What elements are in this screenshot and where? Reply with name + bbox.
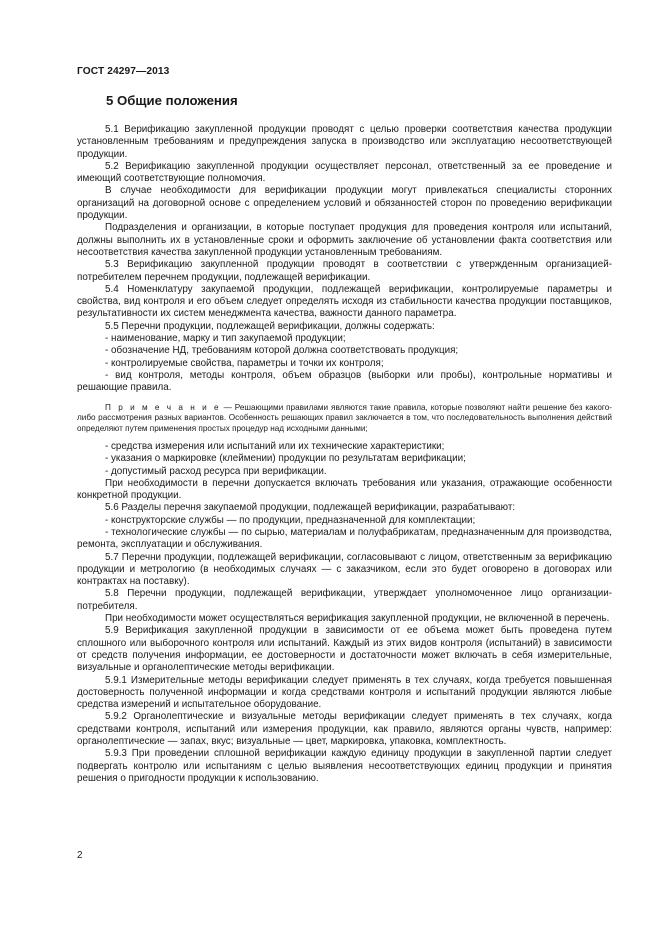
paragraph: Подразделения и организации, в которые поступает продукция для проведения контроля или испытаний, должны выполнить их в установленные сроки и оформить заключение об установлении факта соответствия или несоответствия качества закупленной продукции установленным требованиям. bbox=[77, 222, 612, 258]
list-item: - допустимый расход ресурса при верификации. bbox=[105, 465, 327, 477]
paragraph: При необходимости может осуществляться верификация закупленной продукции, не включенной в перечень. bbox=[105, 613, 610, 625]
note-text: — Решающими правилами являются такие правила, которые позволяют найти решение без какого-либо рассмотрения разных вариантов. Особенность решающих правил заключается в том, что последовательность выполнения действий определяют путем применения простых процедур над исходными данными; bbox=[77, 402, 612, 434]
document-code-header: ГОСТ 24297—2013 bbox=[77, 66, 170, 77]
paragraph-5-2: 5.2 Верификацию закупленной продукции осуществляет персонал, ответственный за ее проведение и имеющий соответствующие полномочия. bbox=[77, 160, 612, 185]
note-block bbox=[77, 403, 612, 435]
list-item: - контролируемые свойства, параметры и точки их контроля; bbox=[105, 357, 384, 369]
list-item: - технологические службы — по сырью, материалам и полуфабрикатам, предназначенным для производства, ремонта, эксплуатации и обслуживания. bbox=[77, 527, 612, 551]
list-item: - наименование, марку и тип закупаемой продукции; bbox=[105, 333, 346, 345]
paragraph-5-9-1: 5.9.1 Измерительные методы верификации следует применять в тех случаях, когда требуется повышенная достоверность полученной информации и когда средствами контроля и испытаний продукции являются любые средства измерений и испытательное оборудование. bbox=[77, 674, 612, 711]
paragraph-5-4: 5.4 Номенклатуру закупаемой продукции, подлежащей верификации, контролируемые параметры и свойства, вид контроля и его объем следует определять исходя из стабильности качества продукции поставщиков, результативности их систем менеджмента качества, важности данного параметра. bbox=[77, 283, 612, 320]
note-label: П р и м е ч а н и е bbox=[105, 402, 221, 412]
paragraph-5-9: 5.9 Верификация закупленной продукции в зависимости от ее объема может быть проведена путем сплошного или выборочного контроля или испытаний. Каждый из этих видов контроля (испытаний) в зависимости от средств получения информации, ее достоверности и достаточности может включать в себя измерительные, визуальные и органолептические методы верификации. bbox=[77, 625, 612, 674]
paragraph: При необходимости в перечни допускается включать требования или указания, отражающие особенности конкретной продукции. bbox=[77, 477, 612, 502]
page-number: 2 bbox=[77, 850, 83, 861]
paragraph-5-1: 5.1 Верификацию закупленной продукции проводят с целью проверки соответствия качества продукции установленным требованиям и предупреждения запуска в производство или эксплуатацию несоответствующей продукции. bbox=[77, 124, 612, 160]
paragraph-5-7: 5.7 Перечни продукции, подлежащей верификации, согласовывают с лицом, ответственным за верификацию продукции и метрологию (в необходимых случаях — с заказчиком, если это будет оговорено в договорах или контрактах на поставку). bbox=[77, 551, 612, 588]
paragraph-5-5: 5.5 Перечни продукции, подлежащей верификации, должны содержать: bbox=[105, 320, 435, 332]
list-item: - обозначение НД, требованиям которой должна соответствовать продукция; bbox=[105, 345, 459, 357]
document-body bbox=[77, 124, 612, 785]
paragraph: В случае необходимости для верификации продукции могут привлекаться специалисты сторонних организаций на договорной основе с определением условий и обязанностей сторон по проведению верификации продукции. bbox=[77, 185, 612, 222]
paragraph-5-3: 5.3 Верификацию закупленной продукции проводят в соответствии с утвержденным организацией-потребителем перечнем продукции, подлежащей верификации. bbox=[77, 259, 612, 283]
list-item: - указания о маркировке (клеймении) продукции по результатам верификации; bbox=[105, 453, 466, 465]
list-item: - конструкторские службы — по продукции, предназначенной для комплектации; bbox=[105, 514, 476, 526]
paragraph-5-6: 5.6 Разделы перечня закупаемой продукции, подлежащей верификации, разрабатывают: bbox=[105, 502, 516, 514]
list-item: - средства измерения или испытаний или их технические характеристики; bbox=[105, 440, 445, 452]
list-item: - вид контроля, методы контроля, объем образцов (выборки или пробы), контрольные нормативы и решающие правила. bbox=[77, 369, 612, 394]
paragraph-5-9-3: 5.9.3 При проведении сплошной верификации каждую единицу продукции в закупленной партии следует подвергать контролю или испытаниям с целью выявления несоответствующих единиц продукции и принятия решения о пригодности продукции к использованию. bbox=[77, 748, 612, 784]
section-title: 5 Общие положения bbox=[106, 93, 238, 108]
paragraph-5-9-2: 5.9.2 Органолептические и визуальные методы верификации следует применять в тех случаях, когда средствами контроля, испытаний или измерения продукции, как правило, являются органы чувств, например: органолептические — запах, вкус; визуальные — цвет, маркировка, упаковка, комплектность. bbox=[77, 711, 612, 748]
paragraph-5-8: 5.8 Перечни продукции, подлежащей верификации, утверждает уполномоченное лицо организации-потребителя. bbox=[77, 588, 612, 612]
